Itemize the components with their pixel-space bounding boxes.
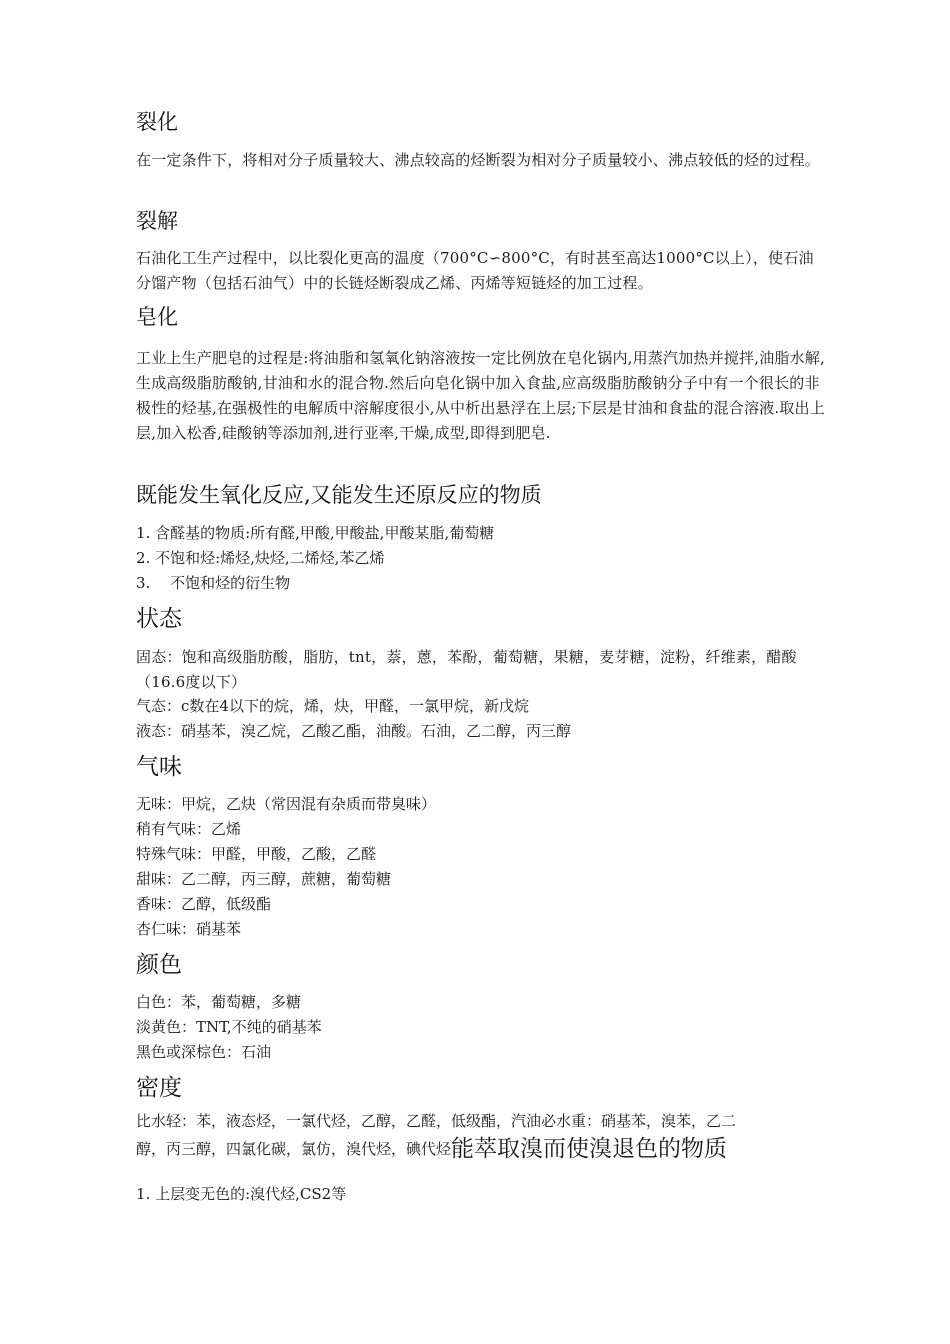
list-item-odor-6: 杏仁味：硝基苯 [136,920,242,938]
heading-redox: 既能发生氧化反应,又能发生还原反应的物质 [136,483,542,507]
heading-cracking: 裂化 [136,110,178,134]
list-item-odor-1: 无味：甲烷，乙炔（常因混有杂质而带臭味） [136,795,437,813]
heading-saponification: 皂化 [136,305,178,329]
line-state-liquid: 液态：硝基苯，溴乙烷，乙酸乙酯，油酸。石油，乙二醇，丙三醇 [136,722,572,740]
list-item-color-1: 白色：苯，葡萄糖，多糖 [136,993,302,1011]
heading-deep-cracking: 裂解 [136,209,178,233]
list-item-odor-5: 香味：乙醇，低级酯 [136,895,272,913]
list-item-redox-3: 3. 不饱和烃的衍生物 [136,574,291,592]
line-state-gas: 气态：c数在4以下的烷，烯，炔，甲醛，一氯甲烷，新戊烷 [136,697,529,715]
list-item-redox-1: 1. 含醛基的物质:所有醛,甲酸,甲酸盐,甲酸某脂,葡萄糖 [136,524,495,542]
heading-color: 颜色 [136,952,182,978]
list-item-extraction-1: 1. 上层变无色的:溴代烃,CS2等 [136,1185,347,1203]
paragraph-cracking: 在一定条件下，将相对分子质量较大、沸点较高的烃断裂为相对分子质量较小、沸点较低的烃的过程。 [136,151,821,169]
density-line-2-text: 醇，丙三醇，四氯化碳，氯仿，溴代烃，碘代烃 [136,1140,452,1158]
line-density-1: 比水轻：苯，液态烃，一氯代烃，乙醇，乙醛，低级酯，汽油必水重：硝基苯，溴苯，乙二 [136,1112,737,1130]
list-item-odor-2: 稍有气味：乙烯 [136,820,242,838]
heading-odor: 气味 [136,754,182,780]
list-item-color-2: 淡黄色：TNT,不纯的硝基苯 [136,1018,322,1036]
list-item-color-3: 黑色或深棕色：石油 [136,1043,272,1061]
heading-density: 密度 [136,1075,182,1101]
heading-extraction: 能萃取溴而使溴退色的物质 [451,1136,728,1162]
list-item-odor-4: 甜味：乙二醇，丙三醇，蔗糖，葡萄糖 [136,870,392,888]
line-density-2 [136,1137,727,1162]
paragraph-deep-cracking: 石油化工生产过程中，以比裂化更高的温度（700°C∽800°C，有时甚至高达1000°C以上），使石油分馏产物（包括石油气）中的长链烃断裂成乙烯、丙烯等短链烃的加工过程。 [136,249,814,292]
paragraph-state-solid: 固态：饱和高级脂肪酸，脂肪，tnt，萘，蒽，苯酚，葡萄糖，果糖，麦芽糖，淀粉，纤维素，醋酸（16.6度以下） [136,648,797,691]
list-item-redox-2: 2. 不饱和烃:烯烃,炔烃,二烯烃,苯乙烯 [136,549,385,567]
paragraph-saponification: 工业上生产肥皂的过程是:将油脂和氢氧化钠溶液按一定比例放在皂化锅内,用蒸汽加热并搅拌,油脂水解,生成高级脂肪酸钠,甘油和水的混合物.然后向皂化锅中加入食盐,应高级脂肪酸钠分子中有一个很长的非极性的烃基,在强极性的电解质中溶解度很小,从中析出悬浮在上层;下层是甘油和食盐的混合溶液.取出上层,加入松香,硅酸钠等添加剂,进行亚率,干燥,成型,即得到肥皂. [136,349,825,442]
list-item-odor-3: 特殊气味：甲醛，甲酸，乙酸，乙醛 [136,845,377,863]
heading-state: 状态 [136,606,182,632]
